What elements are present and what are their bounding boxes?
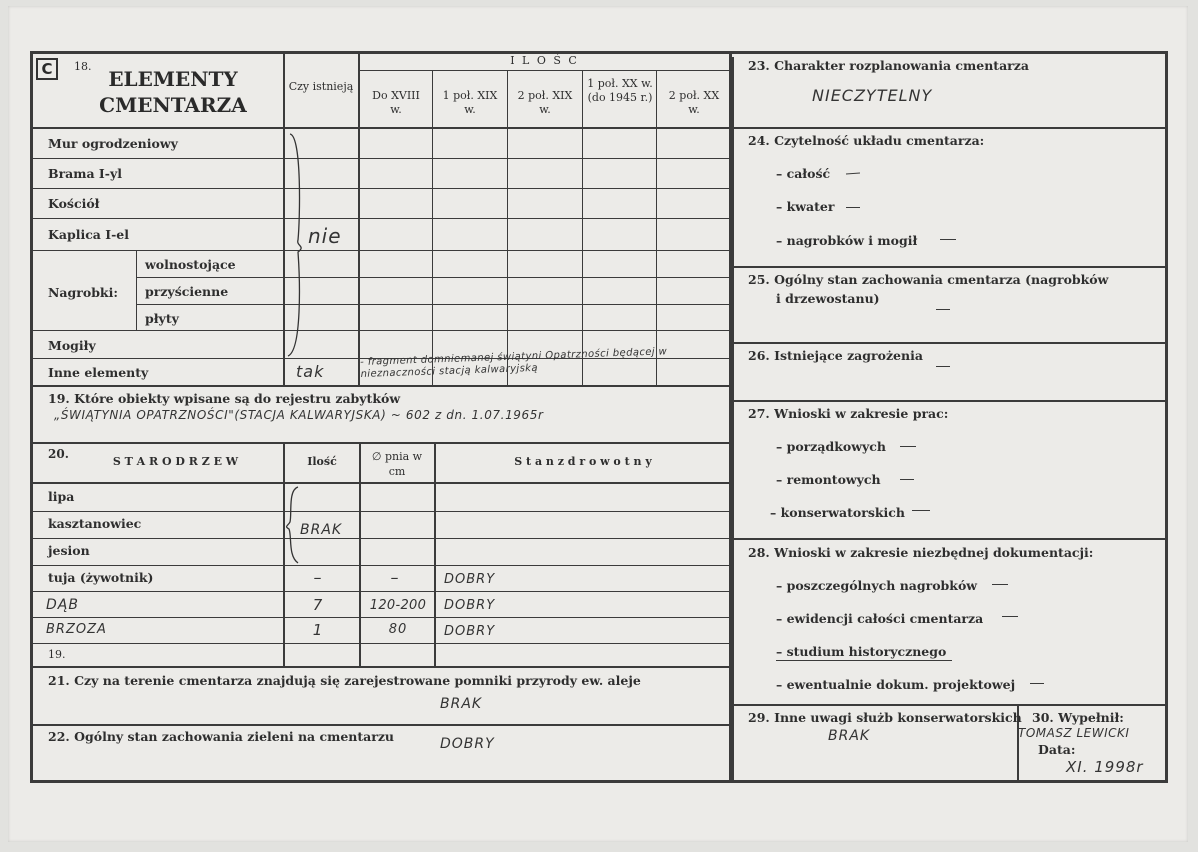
frame-divider-2	[732, 57, 734, 783]
row-mogily: Mogiły	[48, 338, 96, 353]
s24-item-calosc: – całość	[776, 166, 831, 181]
s20-col-ilosc: Ilość	[307, 455, 337, 468]
section-title-2: CMENTARZA	[99, 93, 247, 117]
s24-item-kwater: – kwater	[776, 199, 835, 214]
section-number: 18.	[74, 60, 92, 73]
brzoza-stan: DOBRY	[444, 624, 496, 639]
s30-hw-name: TOMASZ LEWICKI	[1018, 726, 1130, 740]
row-inne: Inne elementy	[48, 365, 149, 380]
tuja-pnia: –	[390, 568, 400, 587]
s19-hw: „ŚWIĄTYNIA OPATRZNOŚCI"(STACJA KALWARYJSKA) ~ 602 z dn. 1.07.1965r	[54, 408, 544, 422]
row-nagrobki: Nagrobki:	[48, 285, 118, 300]
hw-tak: tak	[296, 362, 325, 381]
s25-label-2: i drzewostanu)	[776, 291, 880, 306]
tree-dab: DĄB	[46, 597, 79, 613]
s24-item-nagrobkow: – nagrobków i mogił	[776, 233, 918, 248]
s20-number: 20.	[48, 447, 69, 461]
dab-stan: DOBRY	[444, 598, 496, 613]
s21-hw: BRAK	[440, 696, 483, 712]
col-1p19-header: 1 poł. XIX w.	[442, 89, 498, 116]
s25-label-1: 25. Ogólny stan zachowania cmentarza (nagrobków	[748, 272, 1109, 287]
s29-label: 29. Inne uwagi służb konserwatorskich	[748, 710, 1022, 725]
frame-left	[30, 51, 33, 783]
tree-lipa: lipa	[48, 489, 75, 504]
row-mur: Mur ogrodzeniowy	[48, 136, 178, 151]
s28-item-nagrobkow: – poszczególnych nagrobków	[776, 578, 978, 593]
s26-label: 26. Istniejące zagrożenia	[748, 348, 923, 363]
card-letter-box: C	[36, 58, 58, 80]
s20-col-stan: S t a n z d r o w o t n y	[514, 455, 652, 468]
s28-item-ewidencji: – ewidencji całości cmentarza	[776, 611, 984, 626]
tuja-stan: DOBRY	[444, 572, 496, 587]
s22-hw: DOBRY	[440, 736, 495, 752]
s22-label: 22. Ogólny stan zachowania zieleni na cmentarzu	[48, 729, 395, 744]
s27-label: 27. Wnioski w zakresie prac:	[748, 406, 949, 421]
s30-label: 30. Wypełnił:	[1032, 710, 1124, 725]
s30-data-label: Data:	[1038, 742, 1076, 757]
row-plyty: płyty	[145, 311, 179, 326]
s29-hw: BRAK	[828, 728, 871, 744]
brzoza-pnia: 80	[388, 622, 408, 637]
col-do18-header: Do XVIII w.	[372, 89, 420, 116]
s19-label: 19. Które obiekty wpisane są do rejestru zabytków	[48, 391, 401, 406]
s20-title: S T A R O D R Z E W	[112, 455, 239, 468]
hw-trees-brak: BRAK	[300, 522, 343, 538]
s27-item-porzadkowych: – porządkowych	[776, 439, 886, 454]
col-2p19-header: 2 poł. XIX w.	[517, 89, 573, 116]
tree-jesion: jesion	[48, 543, 90, 558]
tuja-ilosc: –	[313, 568, 323, 587]
s24-label: 24. Czytelność układu cmentarza:	[748, 133, 985, 148]
dab-pnia: 120-200	[369, 598, 427, 613]
dab-ilosc: 7	[312, 596, 324, 614]
row-wolnostojace: wolnostojące	[145, 257, 236, 272]
tree-brzoza: BRZOZA	[46, 622, 107, 637]
s28-item-projektowej: – ewentualnie dokum. projektowej	[776, 677, 1016, 692]
inventory-card	[8, 6, 1188, 842]
s21-label: 21. Czy na terenie cmentarza znajdują się zarejestrowane pomniki przyrody ew. aleje	[48, 673, 641, 688]
s27-item-konserwatorskich: – konserwatorskich	[770, 505, 905, 520]
s28-item-studium: – studium historycznego	[776, 644, 947, 659]
s27-item-remontowych: – remontowych	[776, 472, 881, 487]
col-1p20-header: 1 poł. XX w. (do 1945 r.)	[587, 77, 653, 104]
s30-hw-date: XI. 1998r	[1066, 758, 1144, 776]
col-exists-header: Czy istnieją	[288, 80, 354, 93]
col-2p20-header: 2 poł. XX w.	[668, 89, 720, 116]
row-brama: Brama I-yl	[48, 166, 122, 181]
hw-inne-elementy: - fragment domniemanej świątyni Opatrzności będącej w nieznaczności stacją kalwaryjską	[360, 346, 668, 380]
tree-tuja: tuja (żywotnik)	[48, 570, 154, 585]
s28-label: 28. Wnioski w zakresie niezbędnej dokumentacji:	[748, 545, 1094, 560]
s23-hw: NIECZYTELNY	[812, 86, 933, 105]
section-title-1: ELEMENTY	[108, 67, 238, 91]
tree-kasztanowiec: kasztanowiec	[48, 516, 142, 531]
row-przyscienne: przyścienne	[145, 284, 229, 299]
s20-extra-row-number: 19.	[48, 648, 66, 661]
row-kosciol: Kościół	[48, 196, 100, 211]
frame-right	[1165, 51, 1168, 783]
ilosc-header: I L O Ś C	[510, 54, 579, 67]
row-kaplica: Kaplica I-el	[48, 227, 129, 242]
hw-nie: nie	[308, 224, 342, 248]
brzoza-ilosc: 1	[312, 621, 324, 639]
s23-label: 23. Charakter rozplanowania cmentarza	[748, 58, 1029, 73]
s20-col-pnia: ∅ pnia w cm	[371, 450, 423, 478]
frame-bottom	[30, 780, 1168, 783]
